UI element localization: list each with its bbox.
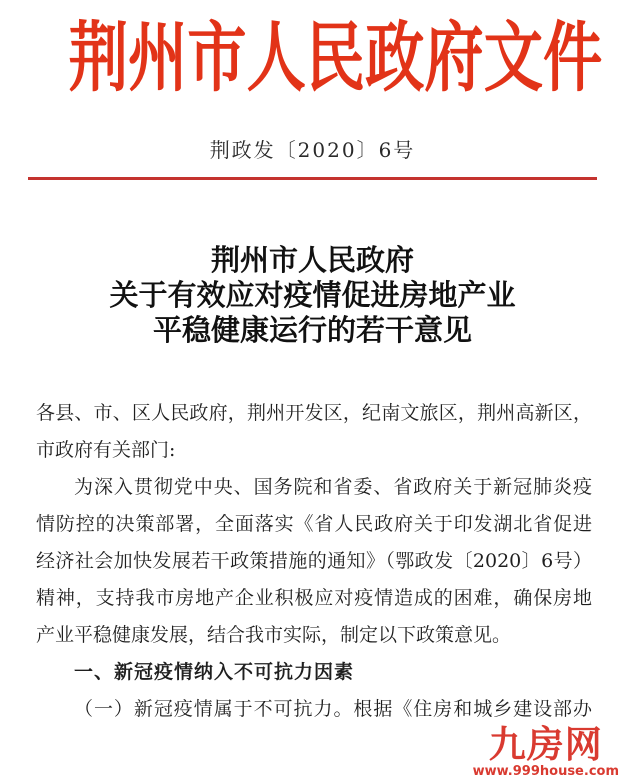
body-line-salutation-2: 市政府有关部门:	[36, 439, 176, 461]
document-banner-title: 荆州市人民政府文件	[68, 13, 603, 102]
body-line-para-4: 精神，支持我市房地产企业积极应对疫情造成的困难，确保房地	[36, 587, 592, 609]
document-title	[0, 243, 625, 348]
watermark-url: www.999house.com	[472, 764, 619, 779]
document-number: 荆政发〔2020〕6号	[209, 138, 416, 162]
body-line-para-2: 情防控的决策部署，全面落实《省人民政府关于印发湖北省促进	[36, 513, 592, 535]
title-line-1: 荆州市人民政府	[210, 243, 414, 277]
body-line-para-5: 产业平稳健康发展，结合我市实际，制定以下政策意见。	[36, 624, 512, 646]
body-line-clause-1: （一）新冠疫情属于不可抗力。根据《住房和城乡建设部办	[74, 698, 592, 720]
title-line-2: 关于有效应对疫情促进房地产业	[109, 278, 516, 312]
body-line-para-3: 经济社会加快发展若干政策措施的通知》（鄂政发〔2020〕6号）	[36, 550, 592, 572]
section-heading-1: 一、新冠疫情纳入不可抗力因素	[74, 661, 355, 683]
document-body	[36, 395, 592, 728]
red-divider-line	[28, 177, 597, 180]
body-line-para-1: 为深入贯彻党中央、国务院和省委、省政府关于新冠肺炎疫	[74, 476, 592, 498]
watermark-logo: 九房网	[488, 723, 603, 766]
watermark	[472, 723, 619, 779]
title-line-3: 平稳健康运行的若干意见	[152, 313, 472, 347]
body-line-salutation-1: 各县、市、区人民政府，荆州开发区，纪南文旅区，荆州高新区，	[36, 402, 592, 424]
